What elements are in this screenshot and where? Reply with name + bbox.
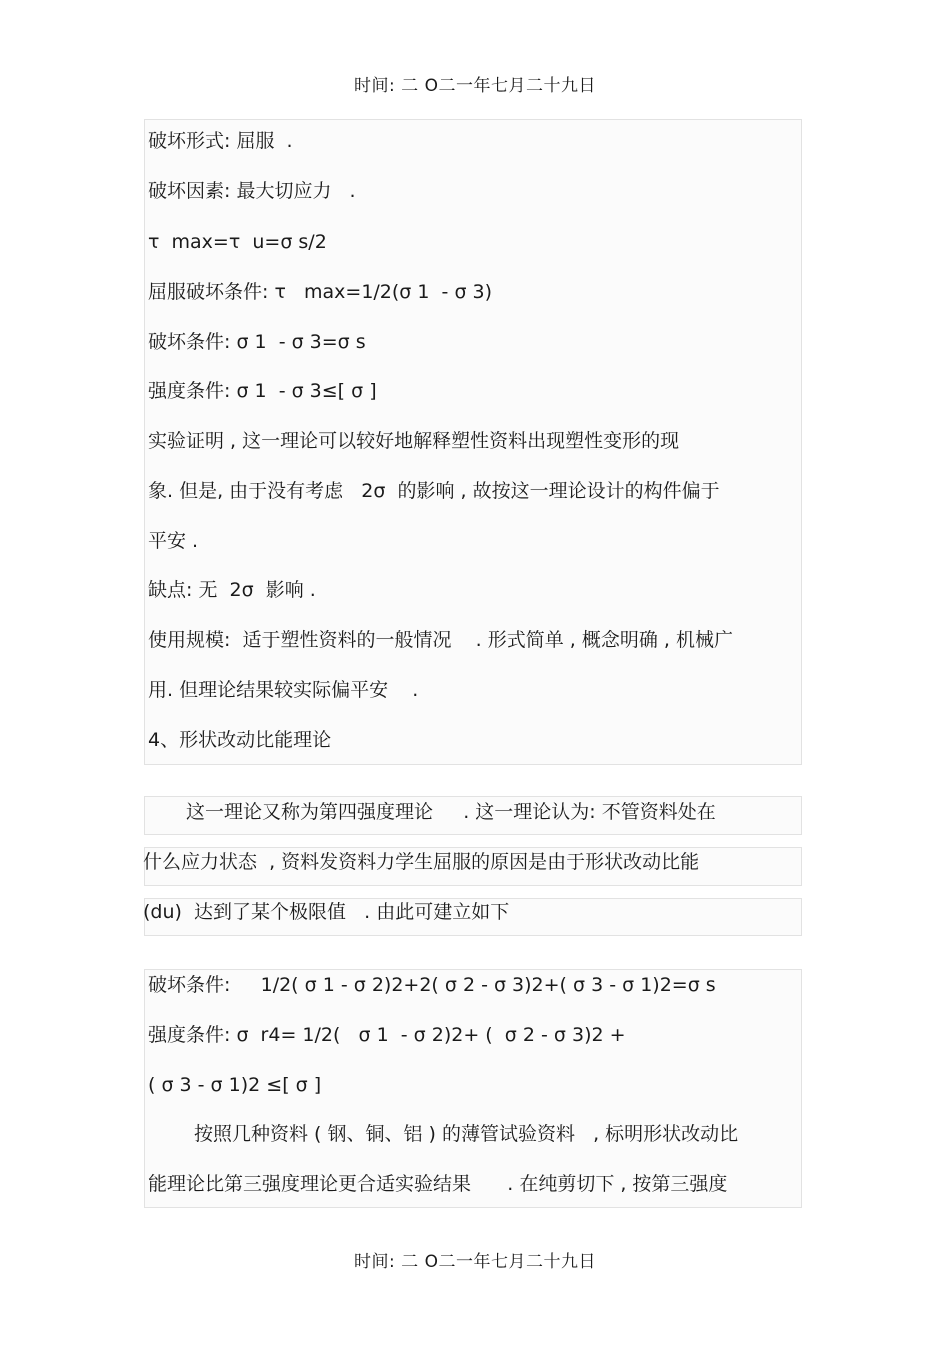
strength-condition-formula-cont: ( σ 3 - σ 1)2 ≤[ σ ] (148, 1074, 322, 1096)
drawback-line: 缺点: 无 2σ 影响 . (148, 579, 316, 601)
paragraph-line: 平安 . (148, 530, 199, 552)
failure-condition-line: 破坏条件: σ 1 - σ 3=σ s (148, 331, 366, 353)
page-footer-date: 时间: 二 O二一年七月二十九日 (354, 1252, 596, 1272)
yield-condition-line: 屈服破坏条件: τ max=1/2(σ 1 - σ 3) (148, 281, 493, 303)
paragraph-line: 什么应力状态 , 资料发资料力学生屈服的原因是由于形状改动比能 (143, 851, 700, 873)
failure-condition-formula: 破坏条件: 1/2( σ 1 - σ 2)2+2( σ 2 - σ 3)2+( σ 3 - σ 1)2=σ s (148, 974, 716, 996)
scope-line: 用. 但理论结果较实际偏平安 . (148, 679, 419, 701)
paragraph-line: 按照几种资料 ( 钢、铜、铝 ) 的薄管试验资料 , 标明形状改动比 (194, 1123, 739, 1145)
paragraph-line: 这一理论又称为第四强度理论 . 这一理论认为: 不管资料处在 (186, 801, 716, 823)
section-heading: 4、形状改动比能理论 (148, 729, 332, 751)
strength-condition-line: 强度条件: σ 1 - σ 3≤[ σ ] (148, 380, 377, 402)
tau-max-formula: τ max=τ u=σ s/2 (148, 231, 327, 253)
paragraph-line: 象. 但是, 由于没有考虑 2σ 的影响 , 故按这一理论设计的构件偏于 (148, 480, 720, 502)
page-header-date: 时间: 二 O二一年七月二十九日 (354, 76, 596, 96)
paragraph-line: 实验证明 , 这一理论可以较好地解释塑性资料出现塑性变形的现 (148, 430, 680, 452)
failure-form-line: 破坏形式: 屈服 . (148, 130, 293, 152)
failure-factor-line: 破坏因素: 最大切应力 . (148, 180, 356, 202)
strength-condition-formula: 强度条件: σ r4= 1/2( σ 1 - σ 2)2+ ( σ 2 - σ 3)2 + (148, 1024, 626, 1046)
paragraph-line: 能理论比第三强度理论更合适实验结果 . 在纯剪切下 , 按第三强度 (148, 1173, 728, 1195)
paragraph-line: (du) 达到了某个极限值 . 由此可建立如下 (143, 901, 510, 923)
scope-line: 使用规模: 适于塑性资料的一般情况 . 形式简单 , 概念明确 , 机械广 (148, 629, 733, 651)
